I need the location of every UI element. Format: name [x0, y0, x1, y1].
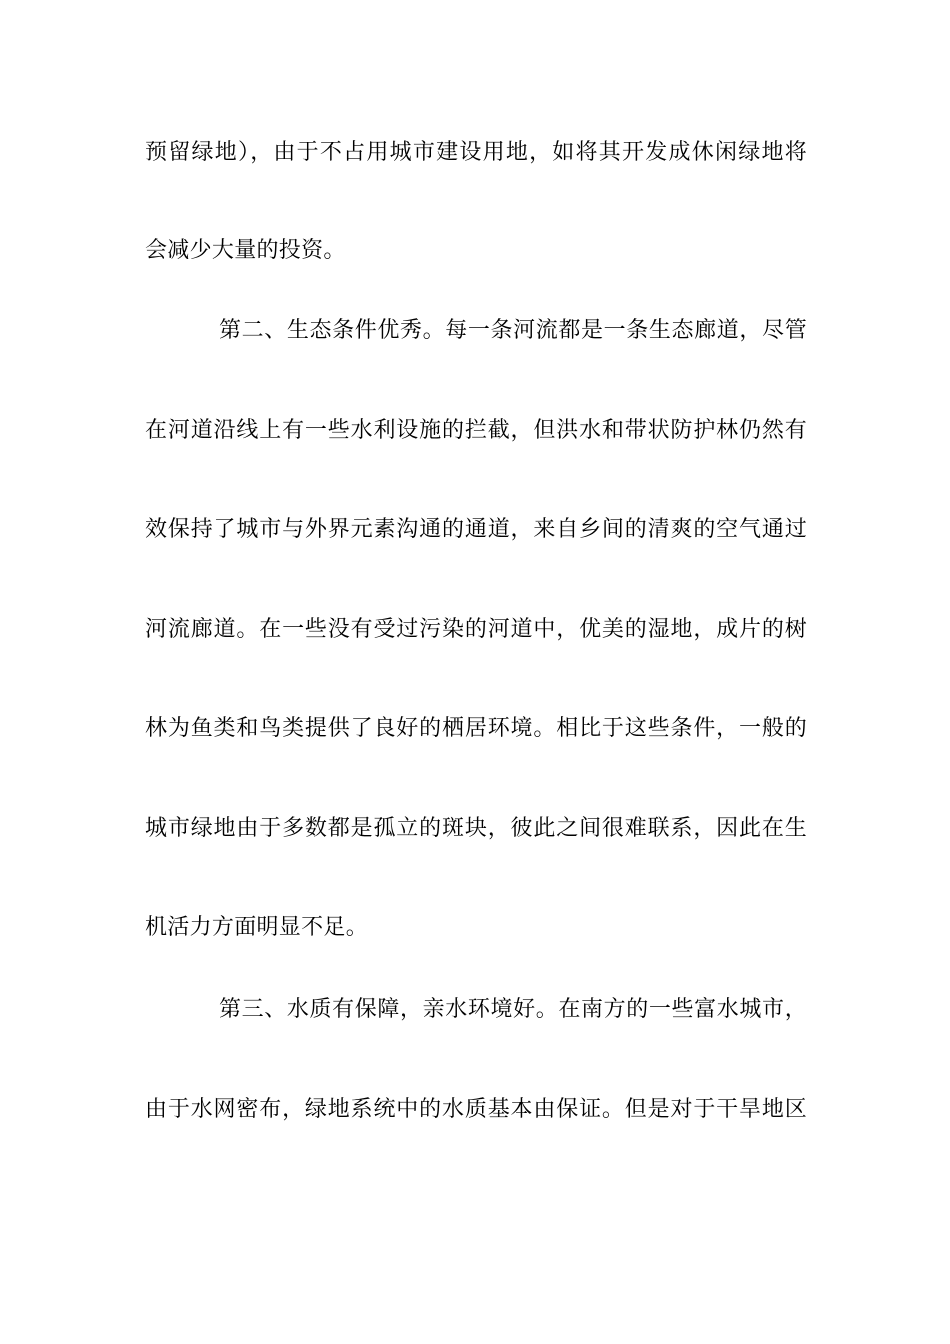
text-line-6: 河流廊道。在一些没有受过污染的河道中，优美的湿地，成片的树 — [145, 617, 807, 642]
text-line-10: 第三、水质有保障，亲水环境好。在南方的一些富水城市， — [219, 997, 807, 1022]
text-line-8: 城市绿地由于多数都是孤立的斑块，彼此之间很难联系，因此在生 — [145, 816, 807, 841]
text-line-1: 预留绿地），由于不占用城市建设用地，如将其开发成休闲绿地将 — [145, 140, 807, 165]
text-line-3: 第二、生态条件优秀。每一条河流都是一条生态廊道，尽管 — [219, 318, 807, 343]
text-line-5: 效保持了城市与外界元素沟通的通道，来自乡间的清爽的空气通过 — [145, 517, 807, 542]
text-line-7: 林为鱼类和鸟类提供了良好的栖居环境。相比于这些条件，一般的 — [145, 716, 807, 741]
text-line-11: 由于水网密布，绿地系统中的水质基本由保证。但是对于干旱地区 — [145, 1097, 807, 1122]
text-line-4: 在河道沿线上有一些水利设施的拦截，但洪水和带状防护林仍然有 — [145, 418, 807, 443]
text-line-9: 机活力方面明显不足。 — [145, 915, 369, 940]
text-line-2: 会减少大量的投资。 — [145, 238, 346, 263]
